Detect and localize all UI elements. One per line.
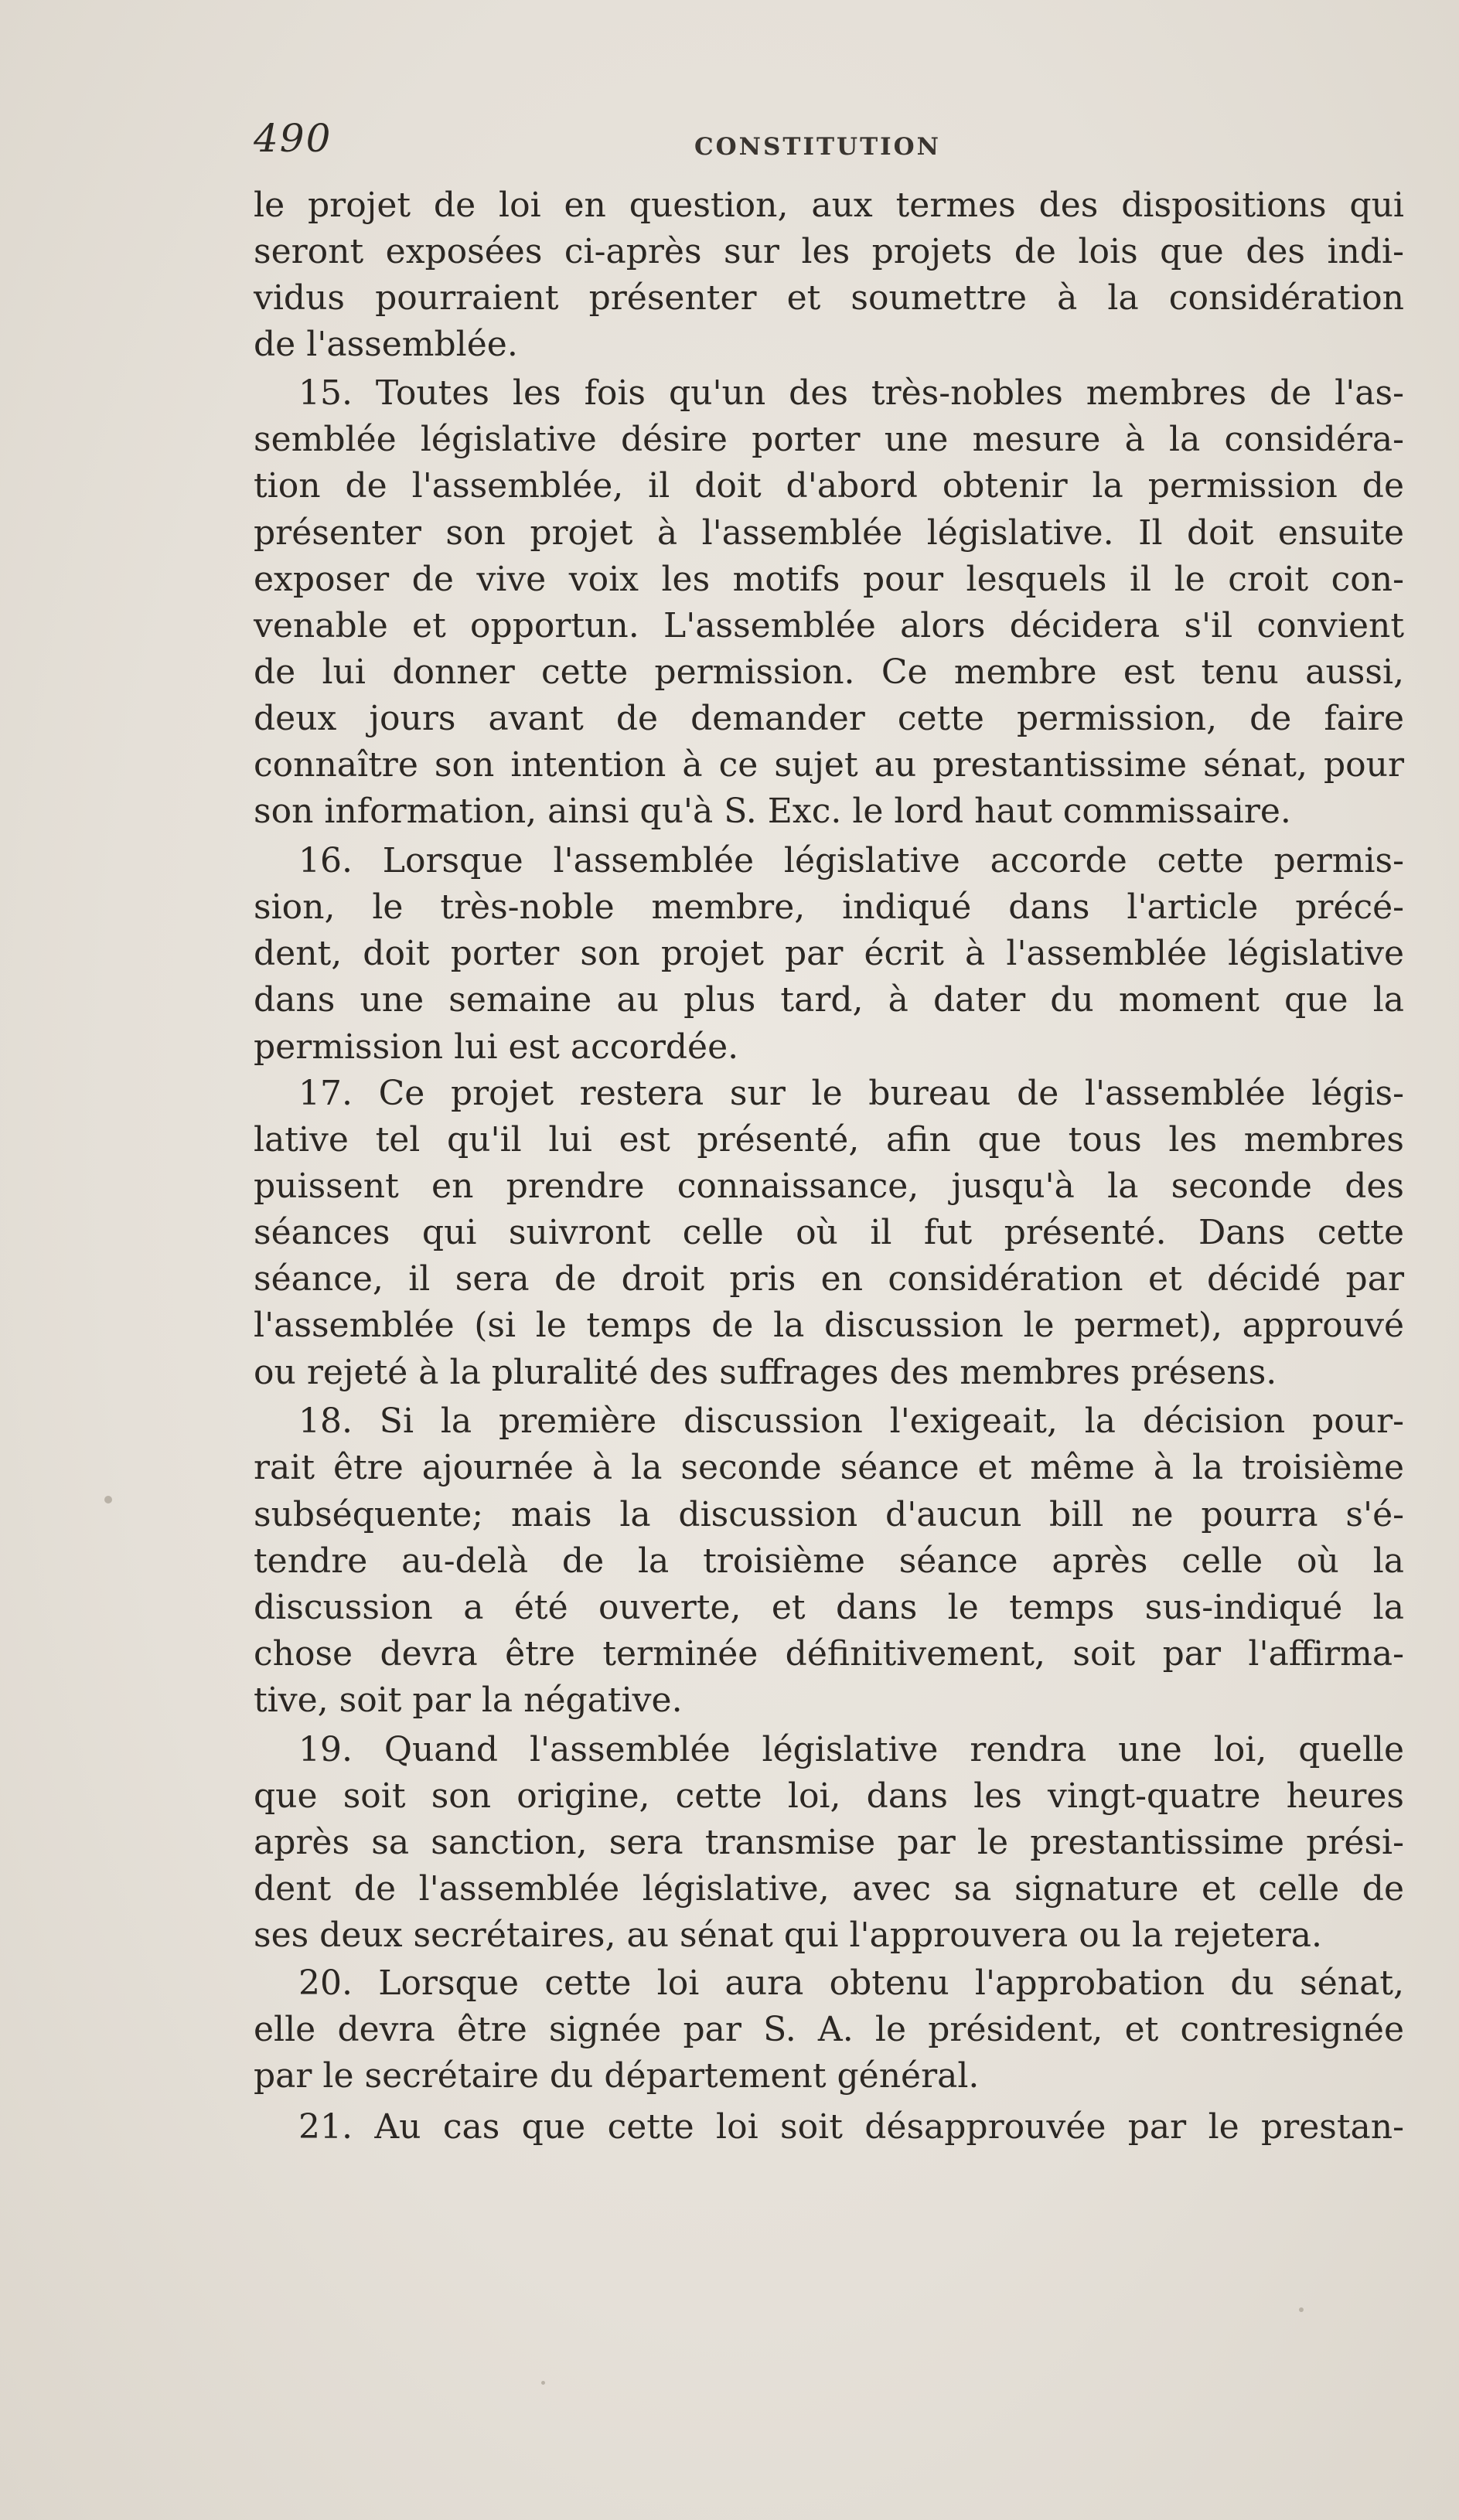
text-line: après sa sanction, sera transmise par le prestantissime prési-: [254, 1823, 1404, 1862]
text-line: l'assemblée (si le temps de la discussion le permet), approuvé: [254, 1306, 1404, 1345]
text-line: discussion a été ouverte, et dans le temps sus-indiqué la: [254, 1588, 1404, 1627]
running-head: CONSTITUTION: [694, 133, 941, 161]
text-line: dans une semaine au plus tard, à dater du moment que la: [254, 980, 1404, 1020]
text-line: séance, il sera de droit pris en considération et décidé par: [254, 1259, 1404, 1299]
text-line: 19. Quand l'assemblée législative rendra une loi, quelle: [298, 1730, 1404, 1769]
text-line: de lui donner cette permission. Ce membre est tenu aussi,: [254, 652, 1404, 692]
text-line: connaître son intention à ce sujet au prestantissime sénat, pour: [254, 745, 1404, 785]
page-header: [254, 116, 1406, 170]
text-line: 18. Si la première discussion l'exigeait, la décision pour-: [298, 1401, 1404, 1441]
text-line: venable et opportun. L'assemblée alors décidera s'il convient: [254, 606, 1404, 645]
text-line: tive, soit par la négative.: [254, 1681, 683, 1720]
text-line: rait être ajournée à la seconde séance et même à la troisième: [254, 1448, 1404, 1487]
page-number: 490: [254, 116, 332, 161]
text-line: que soit son origine, cette loi, dans les vingt-quatre heures: [254, 1776, 1404, 1816]
paper-speck: [1299, 2307, 1304, 2312]
text-line: seront exposées ci-après sur les projets de lois que des indi-: [254, 232, 1404, 271]
paper-speck: [541, 2381, 545, 2385]
text-line: séances qui suivront celle où il fut présenté. Dans cette: [254, 1213, 1404, 1252]
text-line: 17. Ce projet restera sur le bureau de l'assemblée légis-: [298, 1074, 1404, 1113]
paper-speck: [104, 1496, 112, 1503]
text-line: subséquente; mais la discussion d'aucun bill ne pourra s'é-: [254, 1495, 1404, 1534]
text-line: 16. Lorsque l'assemblée législative accorde cette permis-: [298, 841, 1404, 880]
text-line: tendre au-delà de la troisième séance après celle où la: [254, 1541, 1404, 1581]
text-line: puissent en prendre connaissance, jusqu'à la seconde des: [254, 1166, 1404, 1206]
text-line: dent de l'assemblée législative, avec sa signature et celle de: [254, 1869, 1404, 1909]
text-line: deux jours avant de demander cette permission, de faire: [254, 699, 1404, 738]
text-line: lative tel qu'il lui est présenté, afin que tous les membres: [254, 1120, 1404, 1160]
text-line: permission lui est accordée.: [254, 1027, 739, 1067]
text-line: 15. Toutes les fois qu'un des très-nobles membres de l'as-: [298, 373, 1404, 413]
text-line: son information, ainsi qu'à S. Exc. le lord haut commissaire.: [254, 792, 1291, 831]
text-line: tion de l'assemblée, il doit d'abord obtenir la permission de: [254, 466, 1404, 506]
text-line: 20. Lorsque cette loi aura obtenu l'approbation du sénat,: [298, 1963, 1404, 2003]
text-line: vidus pourraient présenter et soumettre à la considération: [254, 278, 1404, 318]
text-line: ou rejeté à la pluralité des suffrages des membres présens.: [254, 1353, 1277, 1392]
text-line: semblée législative désire porter une mesure à la considéra-: [254, 420, 1404, 459]
text-line: dent, doit porter son projet par écrit à l'assemblée législative: [254, 934, 1404, 973]
text-line: elle devra être signée par S. A. le président, et contresignée: [254, 2010, 1404, 2049]
text-line: sion, le très-noble membre, indiqué dans l'article précé-: [254, 887, 1404, 927]
text-line: ses deux secrétaires, au sénat qui l'approuvera ou la rejetera.: [254, 1916, 1323, 1955]
text-line: de l'assemblée.: [254, 325, 518, 364]
text-line: le projet de loi en question, aux termes des dispositions qui: [254, 186, 1404, 225]
text-line: 21. Au cas que cette loi soit désapprouvée par le prestan-: [298, 2107, 1404, 2147]
text-line: présenter son projet à l'assemblée législative. Il doit ensuite: [254, 513, 1404, 553]
text-line: exposer de vive voix les motifs pour lesquels il le croit con-: [254, 560, 1404, 599]
text-line: par le secrétaire du département général.: [254, 2056, 980, 2096]
text-line: chose devra être terminée définitivement, soit par l'affirma-: [254, 1634, 1404, 1674]
